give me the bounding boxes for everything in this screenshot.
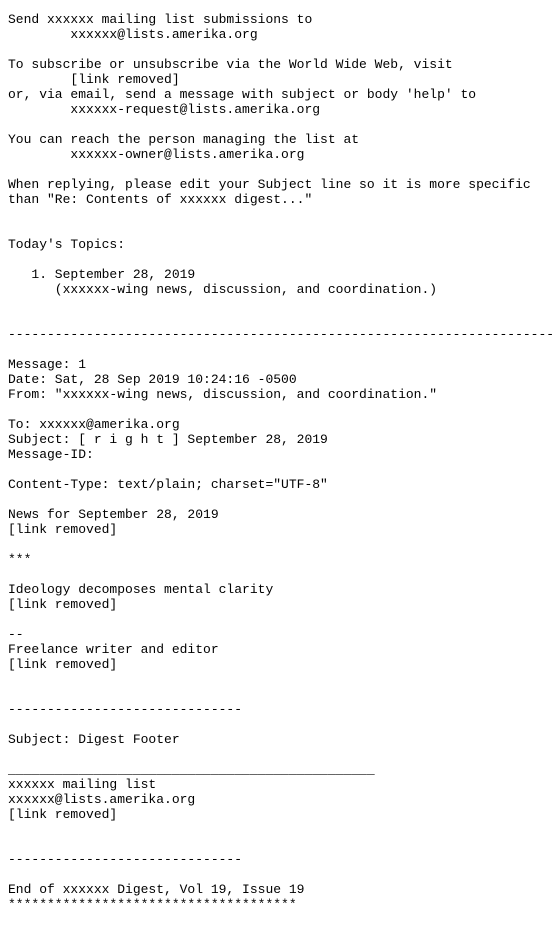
- digest-text: [8, 12, 554, 912]
- digest-line: ------------------------------: [8, 702, 243, 717]
- digest-line: [8, 207, 554, 222]
- digest-line: Send xxxxxx mailing list submissions to: [8, 12, 313, 27]
- digest-line: [8, 672, 554, 687]
- digest-line: News for September 28, 2019: [8, 507, 219, 522]
- digest-line: xxxxxx mailing list: [8, 777, 157, 792]
- digest-line: xxxxxx@lists.amerika.org: [8, 792, 196, 807]
- digest-line: [8, 687, 554, 702]
- digest-line: [8, 342, 554, 357]
- digest-line: Ideology decomposes mental clarity: [8, 582, 274, 597]
- digest-line: End of xxxxxx Digest, Vol 19, Issue 19: [8, 882, 305, 897]
- digest-line: When replying, please edit your Subject line so it is more specific: [8, 177, 531, 192]
- digest-line: ----------------------------------------------------------------------: [8, 327, 554, 342]
- digest-line: *************************************: [8, 897, 297, 912]
- digest-line: [8, 537, 554, 552]
- digest-line: than "Re: Contents of xxxxxx digest...": [8, 192, 313, 207]
- digest-line: ***: [8, 552, 32, 567]
- digest-line: --: [8, 627, 24, 642]
- link-removed-text: [link removed]: [8, 657, 118, 672]
- digest-line: [8, 822, 554, 837]
- digest-line: _______________________________________________: [8, 762, 375, 777]
- link-removed-text: [link removed]: [8, 807, 118, 822]
- digest-line: [8, 252, 554, 267]
- digest-line: xxxxxx@lists.amerika.org: [8, 27, 258, 42]
- digest-line: Today's Topics:: [8, 237, 126, 252]
- digest-line: [8, 312, 554, 327]
- link-removed-text: [link removed]: [8, 72, 180, 87]
- link-removed-text: [link removed]: [8, 522, 118, 537]
- digest-line: Subject: [ r i g h t ] September 28, 2019: [8, 432, 328, 447]
- digest-line: [8, 567, 554, 582]
- digest-line: [8, 492, 554, 507]
- digest-line: ------------------------------: [8, 852, 243, 867]
- digest-line: [8, 747, 554, 762]
- digest-line: [8, 462, 554, 477]
- digest-line: [8, 297, 554, 312]
- digest-line: [8, 717, 554, 732]
- digest-line: Subject: Digest Footer: [8, 732, 180, 747]
- digest-line: Date: Sat, 28 Sep 2019 10:24:16 -0500: [8, 372, 297, 387]
- digest-line: You can reach the person managing the list at: [8, 132, 360, 147]
- digest-line: [8, 222, 554, 237]
- digest-line: [8, 612, 554, 627]
- digest-line: [8, 402, 554, 417]
- digest-line: xxxxxx-owner@lists.amerika.org: [8, 147, 305, 162]
- digest-line: Message-ID:: [8, 447, 94, 462]
- digest-line: (xxxxxx-wing news, discussion, and coordination.): [8, 282, 438, 297]
- digest-line: [8, 837, 554, 852]
- digest-line: Freelance writer and editor: [8, 642, 219, 657]
- digest-line: or, via email, send a message with subject or body 'help' to: [8, 87, 477, 102]
- digest-line: Content-Type: text/plain; charset="UTF-8": [8, 477, 328, 492]
- digest-line: [8, 117, 554, 132]
- digest-line: xxxxxx-request@lists.amerika.org: [8, 102, 321, 117]
- digest-line: To: xxxxxx@amerika.org: [8, 417, 180, 432]
- digest-line: To subscribe or unsubscribe via the World Wide Web, visit: [8, 57, 453, 72]
- digest-line: Message: 1: [8, 357, 87, 372]
- digest-line: From: "xxxxxx-wing news, discussion, and coordination.": [8, 387, 438, 402]
- digest-line: [8, 162, 554, 177]
- link-removed-text: [link removed]: [8, 597, 118, 612]
- digest-line: [8, 867, 554, 882]
- digest-line: [8, 42, 554, 57]
- digest-line: 1. September 28, 2019: [8, 267, 196, 282]
